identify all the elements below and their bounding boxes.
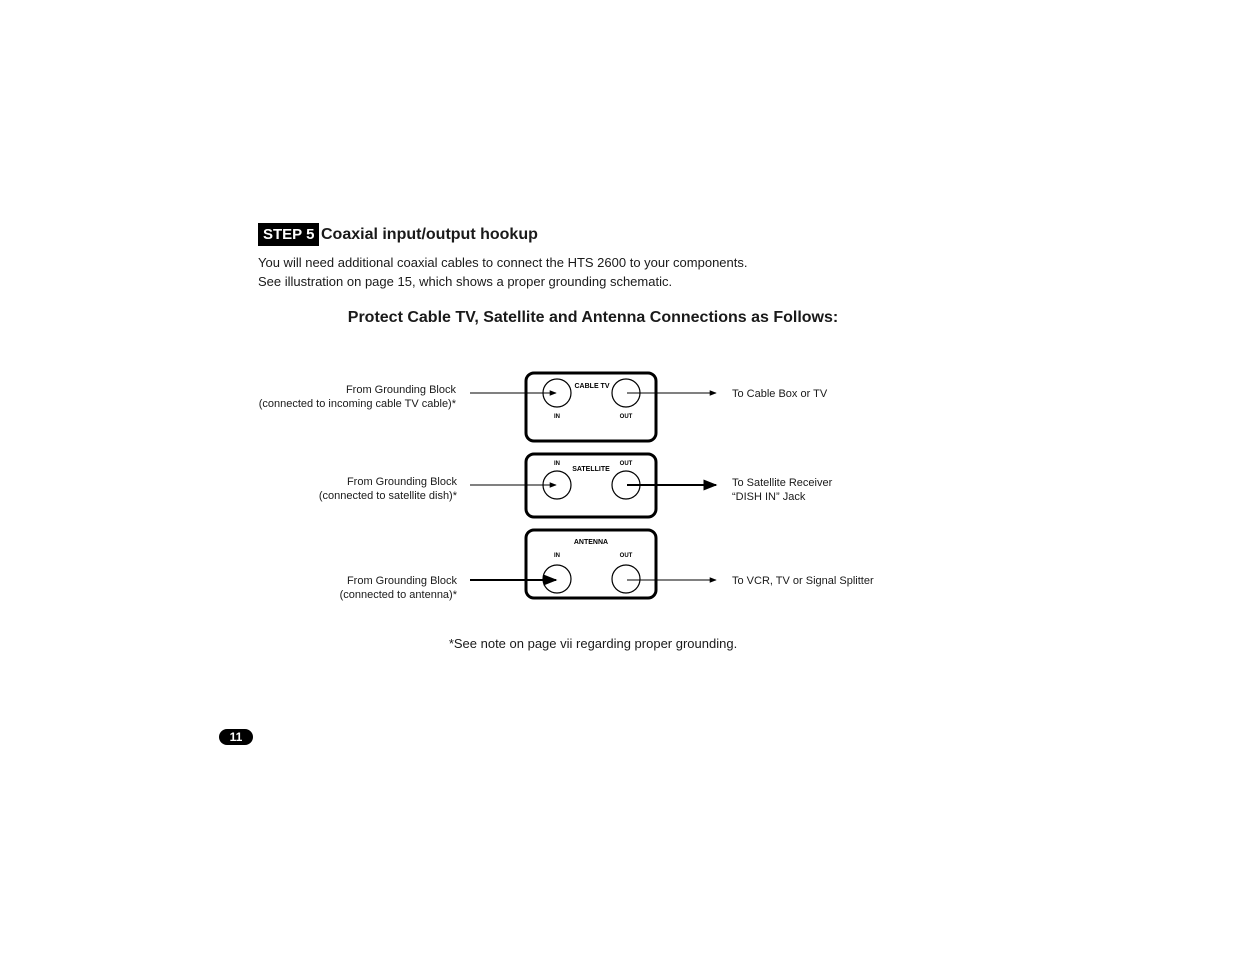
antenna-out-label: OUT [619, 553, 633, 559]
satellite-source-label: From Grounding Block (connected to satellite dish)* [318, 476, 457, 502]
antenna-in-label: IN [554, 553, 560, 559]
satellite-out-label: OUT [619, 461, 633, 467]
step-badge: STEP 5 [258, 223, 319, 246]
cable-tv-label: CABLE TV [574, 383, 610, 390]
antenna-destination-label: To VCR, TV or Signal Splitter [732, 575, 874, 587]
cable-tv-destination-label: To Cable Box or TV [732, 388, 828, 400]
cable-tv-connector-box [526, 373, 656, 441]
cable-tv-in-label: IN [554, 414, 560, 420]
cable-tv-out-label: OUT [619, 414, 633, 420]
intro-line-2: See illustration on page 15, which shows a proper grounding schematic. [258, 274, 673, 289]
antenna-label: ANTENNA [573, 539, 609, 546]
antenna-out-jack [612, 565, 640, 593]
step-title: Coaxial input/output hookup [321, 226, 538, 243]
subheading: Protect Cable TV, Satellite and Antenna Connections as Follows: [347, 309, 839, 326]
antenna-source-label: From Grounding Block (connected to antenna)* [339, 575, 457, 601]
satellite-in-label: IN [554, 461, 560, 467]
grounding-footnote: *See note on page vii regarding proper grounding. [448, 636, 738, 651]
satellite-destination-label: To Satellite Receiver “DISH IN” Jack [732, 477, 833, 503]
satellite-label: SATELLITE [572, 466, 610, 473]
cable-tv-source-label: From Grounding Block (connected to incoming cable TV cable)* [258, 384, 456, 410]
antenna-connector-box [526, 530, 656, 598]
page-number: 11 [219, 729, 253, 745]
intro-line-1: You will need additional coaxial cables to connect the HTS 2600 to your components. [258, 255, 748, 270]
